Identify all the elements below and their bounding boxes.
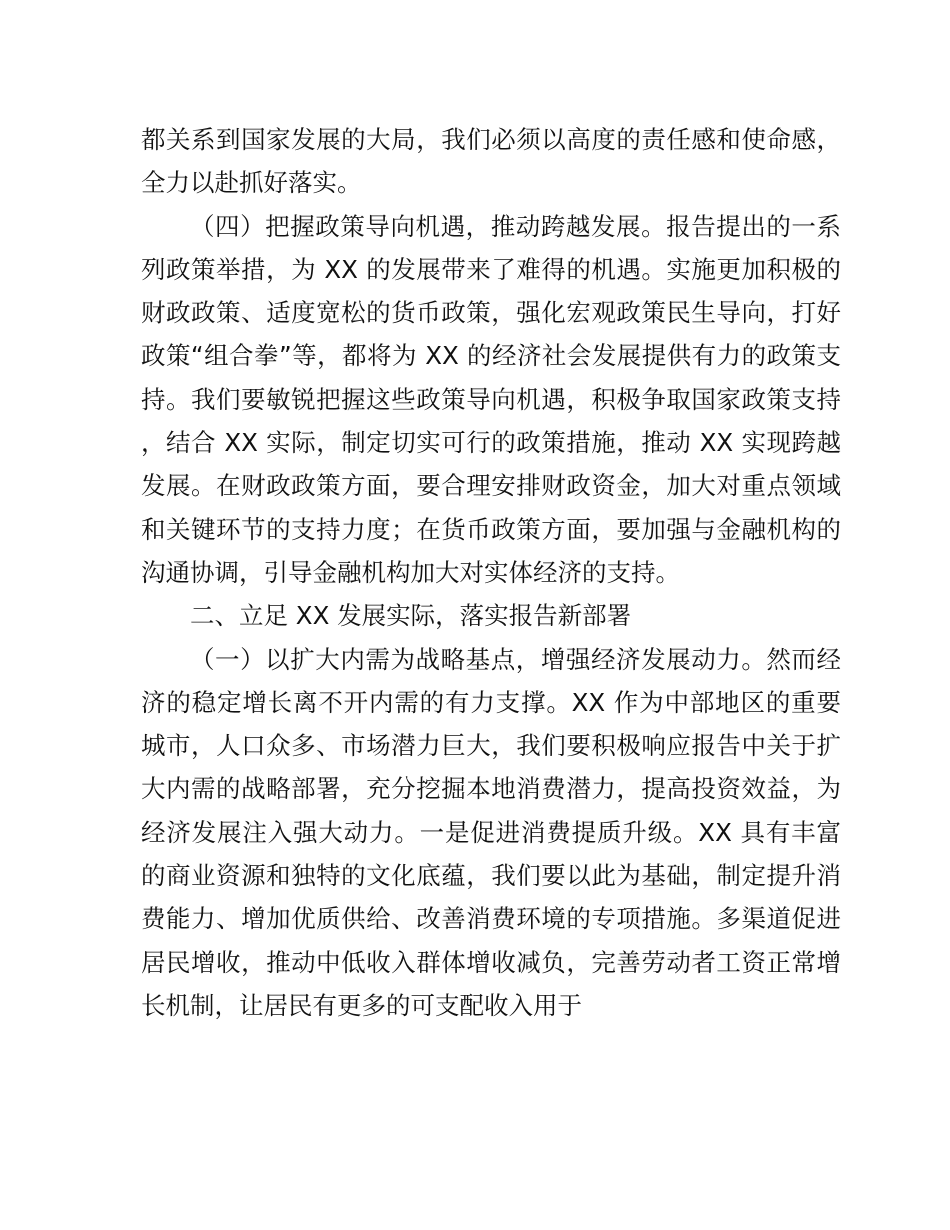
section-heading: 二、立足 XX 发展实际，落实报告新部署 [190,601,632,631]
paragraph-domestic-demand: （一）以扩大内需为战略基点，增强经济发展动力。然而经济的稳定增长离不开内需的有力支撑。XX 作为中部地区的重要城市，人口众多、市场潜力巨大，我们要积极响应报告中关于扩大内需的战略部署，充分挖掘本地消费潜力，提高投资效益，为经济发展注入强大动力。一是促进消费提质升级。XX 具有丰富的商业资源和独特的文化底蕴，我们要以此为基础，制定提升消费能力、增加优质供给、改善消费环境的专项措施。多渠道促进居民增收，推动中低收入群体增收减负，完善劳动者工资正常增长机制，让居民有更多的可支配收入用于 [141,644,841,1020]
document-body [141,118,841,1027]
paragraph-continuation: 都关系到国家发展的大局，我们必须以高度的责任感和使命感，全力以赴抓好落实。 [141,125,841,198]
paragraph-policy-opportunity: （四）把握政策导向机遇，推动跨越发展。报告提出的一系列政策举措，为 XX 的发展带来了难得的机遇。实施更加积极的财政政策、适度宽松的货币政策，强化宏观政策民生导向，打好政策“组合拳”等，都将为 XX 的经济社会发展提供有力的政策支持。我们要敏锐把握这些政策导向机遇，积极争取国家政策支持，结合 XX 实际，制定切实可行的政策措施，推动 XX 实现跨越发展。在财政政策方面，要合理安排财政资金，加大对重点领域和关键环节的支持力度；在货币政策方面，要加强与金融机构的沟通协调，引导金融机构加大对实体经济的支持。 [141,211,841,587]
